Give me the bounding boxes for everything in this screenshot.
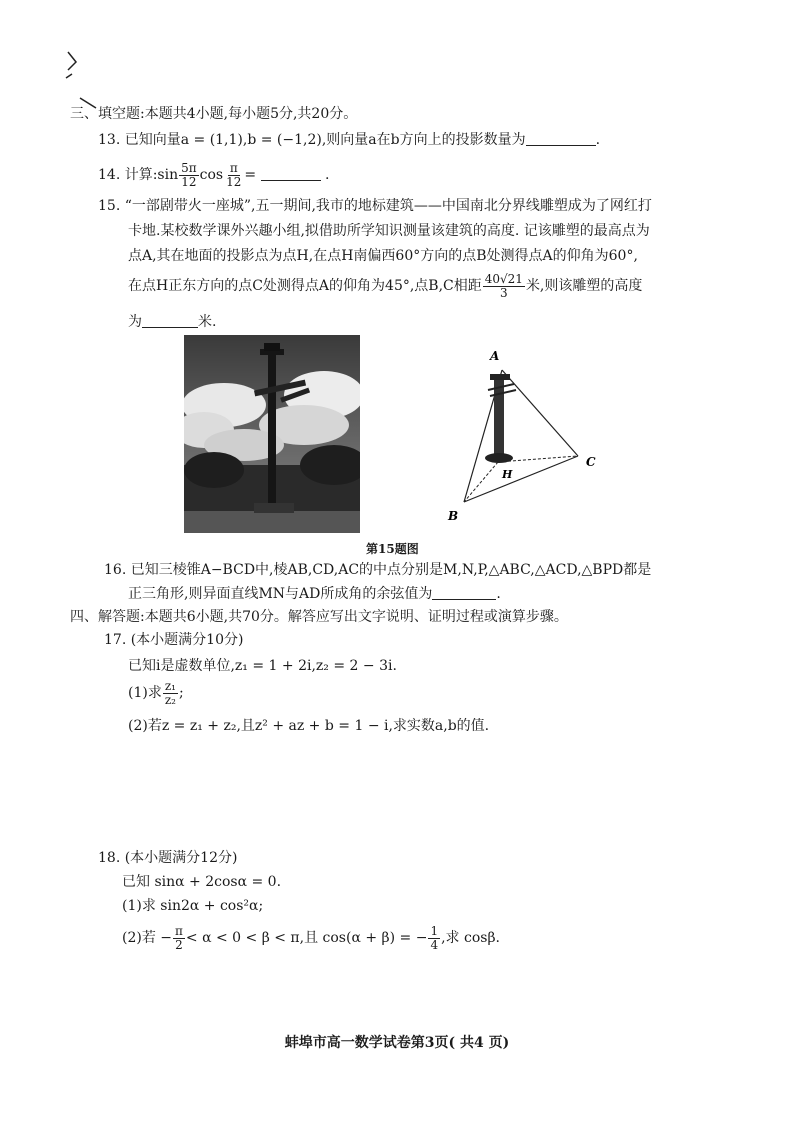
sculpture-silhouette [494,380,504,456]
q15-line-4-post: 米,则该雕塑的高度 [525,278,643,294]
question-13 [98,130,600,150]
segment-HB [464,462,498,502]
q15-answer-blank[interactable] [142,313,198,328]
page-footer: 蚌埠市高一数学试卷第3页( 共4 页) [284,1035,510,1051]
q15-line-2: 卡地.某校数学课外兴趣小组,拟借助所学知识测量该建筑的高度. 记该雕塑的最高点为 [128,223,650,239]
q15-line-3: 点A,其在地面的投影点为点H,在点H南偏西60°方向的点B处测得点A的仰角为60°, [128,248,638,264]
q18-fraction-1 [173,925,185,952]
q13-text: 13. 已知向量a = (1,1),b = (−1,2),则向量a在b方向上的投影数量为 [98,132,526,148]
edge-BC [464,456,578,502]
q18-part-1: (1)求 sin2α + cos²α; [122,898,264,914]
q15-line-5-pre: 为 [128,314,142,330]
q15-line-4-pre: 在点H正东方向的点C处测得点A的仰角为45°,点B,C相距 [128,278,482,294]
q16-line-1: 16. 已知三棱锥A−BCD中,棱AB,CD,AC的中点分别是M,N,P,△ABC,△ACD,△BPD都是 [104,562,652,578]
q14-answer-blank[interactable] [261,166,321,181]
sculpture-photo [184,335,360,533]
q18-given: 已知 sinα + 2cosα = 0. [122,874,282,890]
q18-p2-middle: < α < 0 < β < π,且 cos(α + β) = − [185,930,428,946]
q15-line-5 [128,312,216,332]
q13-answer-blank[interactable] [526,131,596,146]
q14-f1-numerator: 5π [181,160,197,175]
q15-line-5-post: 米. [198,314,217,330]
section-3-header: 三、填空题:本题共4小题,每小题5分,共20分。 [70,106,358,122]
label-B: B [448,509,459,523]
q14-fraction-2 [224,162,243,189]
q16-end: . [496,586,501,602]
q15-frac-numerator: 40√21 [484,271,523,286]
sculpture-base [485,453,513,463]
q18-f2-denominator: 4 [430,937,439,952]
q18-f1-numerator: π [175,923,183,938]
q17-fraction [163,680,178,707]
figure-caption: 第15题图 [366,542,419,556]
edge-AC [502,370,578,456]
q16-answer-blank[interactable] [432,585,496,600]
label-A: A [490,349,500,363]
q17-numerator: z₁ [164,678,176,693]
q18-f2-numerator: 1 [430,923,439,938]
q15-distance-fraction [483,273,525,300]
label-C: C [586,455,596,469]
q14-end: . [325,167,330,183]
q18-p2-end: ,求 cosβ. [441,930,501,946]
q14-prefix: 14. 计算:sin [98,167,179,183]
question-14 [98,158,330,192]
q15-frac-denominator: 3 [500,285,508,300]
tetrahedron-diagram [442,340,612,530]
q17-p1-end: ; [178,685,184,701]
q14-fraction-1 [179,162,199,189]
q14-cos: cos [199,167,224,183]
q13-end: . [595,132,601,148]
q14-f2-numerator: π [229,160,238,175]
q17-title: 17. (本小题满分10分) [104,632,244,648]
q17-denominator: z₂ [164,692,176,707]
q16-line-2 [128,584,501,604]
q17-p1-prefix: (1)求 [128,685,162,701]
q18-part-2 [122,920,500,956]
q17-given: 已知i是虚数单位,z₁ = 1 + 2i,z₂ = 2 − 3i. [128,658,397,674]
q15-line-1: 15. “一部剧带火一座城”,五一期间,我市的地标建筑——中国南北分界线雕塑成为了网红打 [98,198,652,214]
q18-p2-prefix: (2)若 − [122,930,173,946]
section-4-header: 四、解答题:本题共6小题,共70分。解答应写出文字说明、证明过程或演算步骤。 [70,609,568,625]
q18-title: 18. (本小题满分12分) [98,850,238,866]
q15-line-4 [128,268,642,304]
q14-f1-denominator: 12 [181,174,197,189]
q17-part-2: (2)若z = z₁ + z₂,且z² + az + b = 1 − i,求实数a,b的值. [128,718,490,734]
q18-f1-denominator: 2 [175,937,183,952]
q16-line-2-text: 正三角形,则异面直线MN与AD所成角的余弦值为 [128,586,433,602]
q18-fraction-2 [428,925,440,952]
q17-part-1 [128,676,184,710]
label-H: H [502,468,513,481]
q14-f2-denominator: 12 [226,174,242,189]
q14-equals: = [244,167,257,183]
